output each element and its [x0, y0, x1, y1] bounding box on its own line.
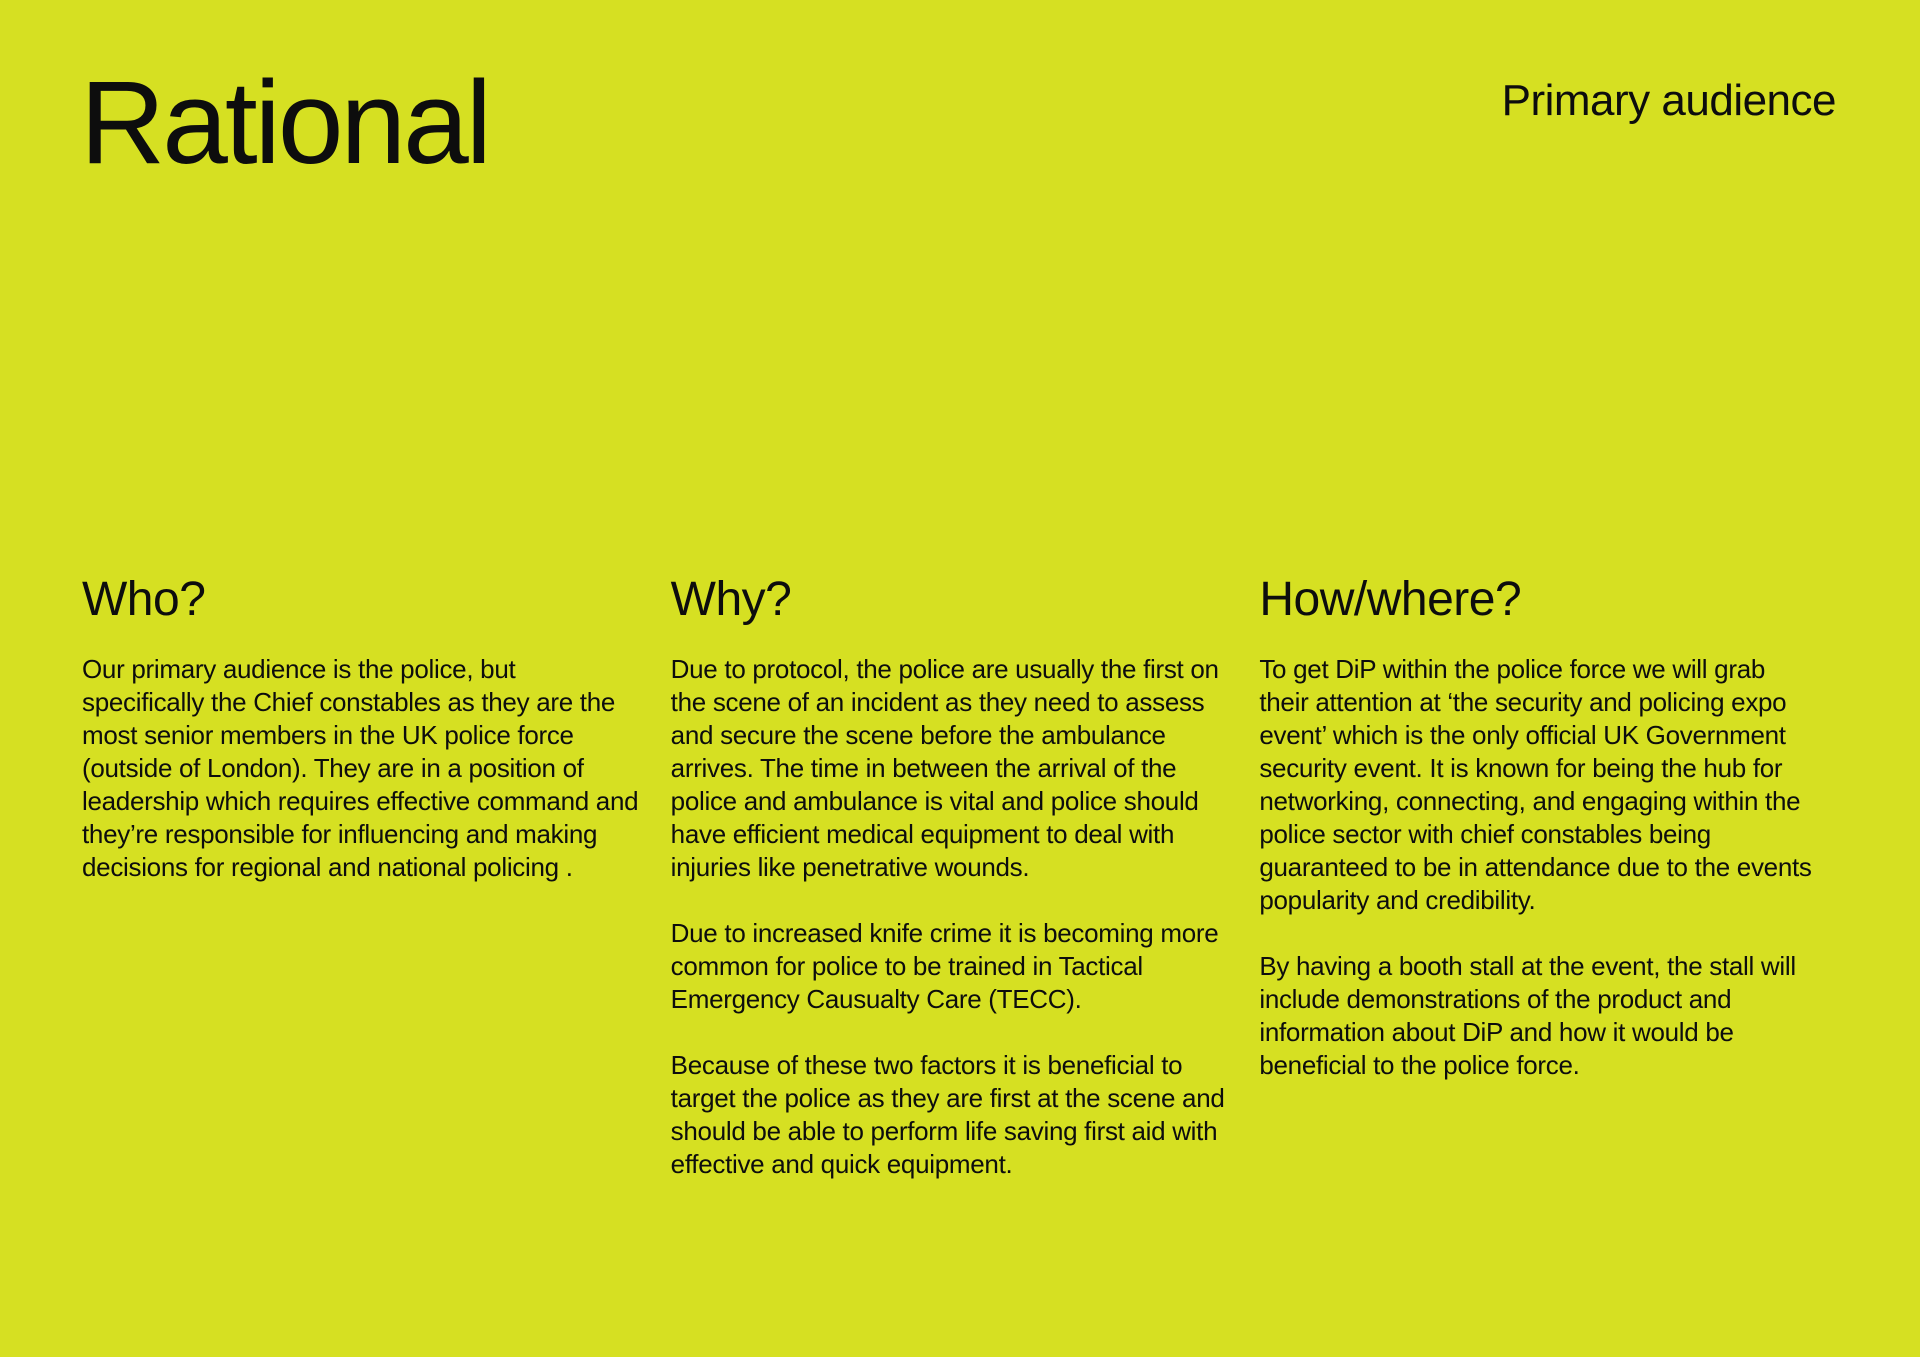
column-heading-why: Why? — [670, 573, 792, 626]
column-paragraph: Because of these two factors it is beneficial to target the police as they are first at the scene and should be able to perform life saving first aid with effective and quick equipment. — [670, 1049, 1225, 1179]
column-paragraph: Due to protocol, the police are usually the first on the scene of an incident as they need to assess and secure the scene before the ambulance arrives. The time in between the arrival of the police and ambulance is vital and police should have efficient medical equipment to deal with injuries like penetrative wounds. — [670, 653, 1219, 882]
column-how-where — [1259, 574, 1848, 1214]
column-paragraph: To get DiP within the police force we will grab their attention at ‘the security and policing expo event’ which is the only official UK Government security event. It is known for being the hub for networking, connecting, and engaging within the police sector with chief constables being guaranteed to be in attendance due to the events popularity and credibility. — [1259, 653, 1812, 915]
column-who — [82, 574, 671, 1214]
column-heading-how-where: How/where? — [1259, 573, 1522, 626]
content-columns — [82, 574, 1848, 1214]
page-title: Rational — [80, 57, 489, 189]
column-paragraph: Due to increased knife crime it is becoming more common for police to be trained in Tactical Emergency Causualty Care (TECC). — [670, 917, 1219, 1014]
section-label: Primary audience — [1501, 76, 1836, 125]
column-paragraph: Our primary audience is the police, but specifically the Chief constables as they are the most senior members in the UK police force (outside of London). They are in a position of leadership which requires effective command and they’re responsible for influencing and making decisions for regional and national policing . — [82, 653, 639, 882]
column-paragraph: By having a booth stall at the event, the stall will include demonstrations of the product and information about DiP and how it would be beneficial to the police force. — [1259, 950, 1796, 1080]
column-why — [671, 574, 1260, 1214]
column-heading-who: Who? — [82, 573, 206, 626]
